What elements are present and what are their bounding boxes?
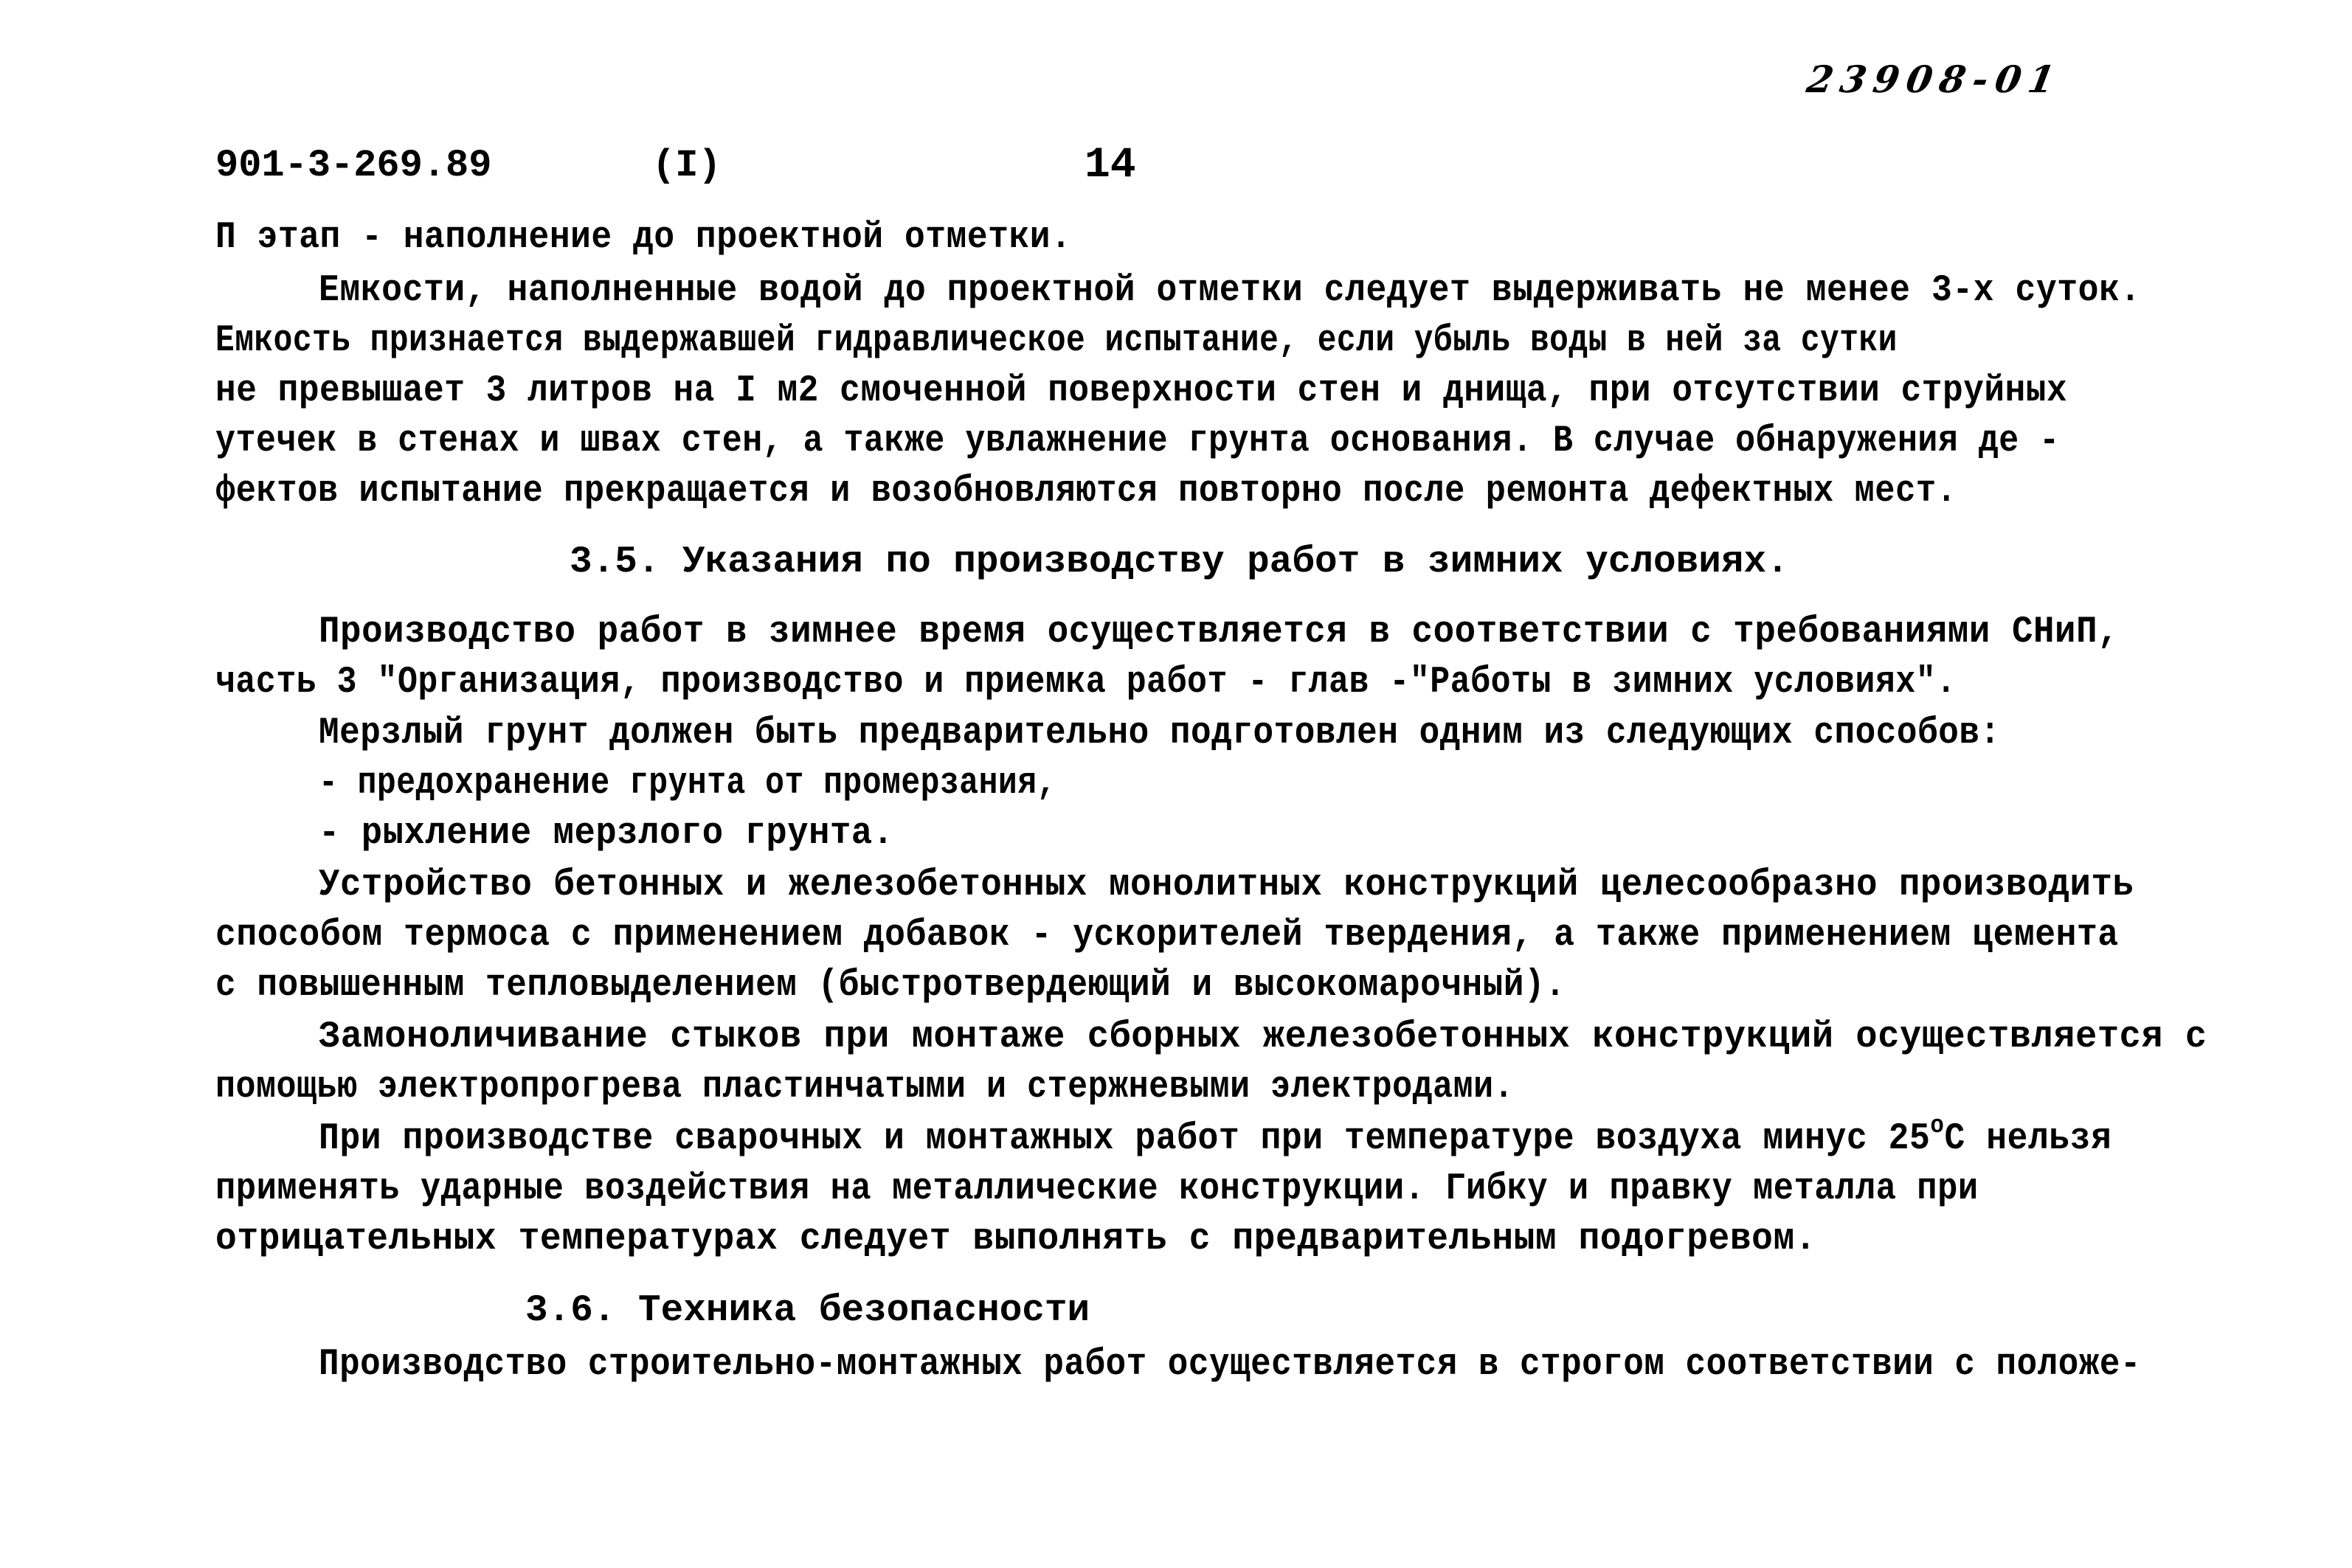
paragraph-line: помощью электропрогрева пластинчатыми и стержневыми электродами. bbox=[215, 1066, 1515, 1109]
list-item: - рыхление мерзлого грунта. bbox=[319, 813, 894, 855]
paragraph-line: Производство строительно-монтажных работ осуществляется в строгом соответствии с положе- bbox=[319, 1344, 2142, 1386]
document-part: (I) bbox=[652, 144, 722, 187]
paragraph-line: Замоноличивание стыков при монтаже сборных железобетонных конструкций осуществляется с bbox=[319, 1016, 2207, 1058]
paragraph-line: фектов испытание прекращается и возобновляются повторно после ремонта дефектных мест. bbox=[215, 471, 1957, 513]
paragraph-line: утечек в стенах и швах стен, а также увлажнение грунта основания. В случае обнаружения де - bbox=[215, 420, 2060, 462]
degree-mark: o bbox=[1930, 1112, 1945, 1140]
paragraph-line: применять ударные воздействия на металлические конструкции. Гибку и правку металла при bbox=[215, 1168, 1979, 1210]
paragraph-line: Мерзлый грунт должен быть предварительно подготовлен одним из следующих способов: bbox=[319, 712, 2001, 754]
paragraph-line: Устройство бетонных и железобетонных монолитных конструкций целесообразно производить bbox=[319, 864, 2134, 906]
text-segment: При производстве сварочных и монтажных работ при температуре воздуха минус 25 bbox=[319, 1118, 1931, 1160]
page-number: 14 bbox=[1085, 142, 1136, 190]
paragraph-line: отрицательных температурах следует выполнять с предварительным подогревом. bbox=[215, 1218, 1817, 1260]
document-code: 901-3-269.89 bbox=[215, 144, 492, 187]
archive-stamp: 23908-01 bbox=[1803, 58, 2066, 101]
list-item: - предохранение грунта от промерзания, bbox=[319, 763, 1056, 805]
paragraph-line: не превышает 3 литров на I м2 смоченной поверхности стен и днища, при отсутствии струйных bbox=[215, 370, 2068, 412]
paragraph-line: способом термоса с применением добавок - ускорителей твердения, а также применением цемента bbox=[215, 915, 2119, 957]
text-segment: С нельзя bbox=[1944, 1118, 2112, 1160]
paragraph-line: Емкость признается выдержавшей гидравлическое испытание, если убыль воды в ней за сутки bbox=[215, 320, 1898, 362]
stage-line: П этап - наполнение до проектной отметки. bbox=[215, 217, 1072, 259]
paragraph-line: Емкости, наполненные водой до проектной отметки следует выдерживать не менее 3-х суток. bbox=[319, 270, 2141, 312]
section-heading-3-6: 3.6. Техника безопасности bbox=[525, 1290, 1090, 1332]
paragraph-line bbox=[319, 1112, 2112, 1164]
paragraph-line: с повышенным тепловыделением (быстротвердеющий и высокомарочный). bbox=[215, 965, 1566, 1007]
section-heading-3-5: 3.5. Указания по производству работ в зимних условиях. bbox=[570, 541, 1789, 583]
paragraph-line: часть 3 "Организация, производство и приемка работ - глав -"Работы в зимних условиях". bbox=[215, 662, 1957, 704]
paragraph-line: Производство работ в зимнее время осуществляется в соответствии с требованиями СНиП, bbox=[319, 611, 2120, 653]
